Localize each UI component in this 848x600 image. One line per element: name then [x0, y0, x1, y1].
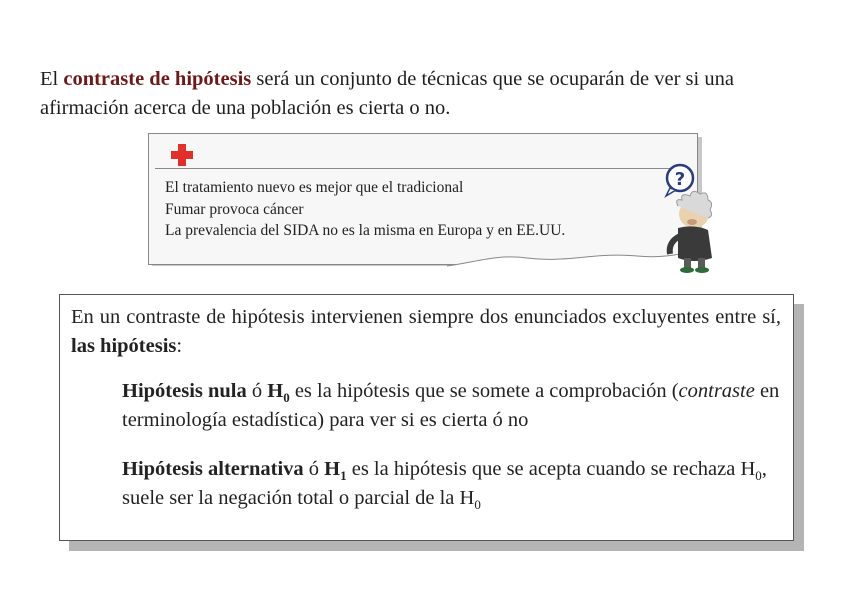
null-text-2: en terminología estadística) para ver si es cierta ó no	[122, 380, 780, 431]
hypotheses-lead	[71, 303, 781, 361]
examples-card	[148, 133, 698, 265]
intro-suffix: será un conjunto de técnicas que se ocuparán de ver si una afirmación acerca de una población es cierta o no.	[40, 67, 734, 119]
alt-sub-2: 0	[474, 497, 481, 513]
example-line: Fumar provoca cáncer	[165, 200, 304, 218]
alternative-hypothesis-definition	[122, 455, 782, 513]
example-line: El tratamiento nuevo es mejor que el tradicional	[165, 179, 464, 196]
intro-highlight: contraste de hipótesis	[63, 67, 252, 90]
torn-edge	[147, 248, 701, 272]
null-text-1: es la hipótesis que se somete a comprobación (	[289, 380, 679, 402]
intro-paragraph	[40, 65, 820, 123]
null-symbol: $H_0$	[267, 380, 290, 406]
definitions-box	[59, 294, 794, 541]
card-divider	[155, 168, 687, 169]
lead-end: :	[176, 335, 183, 357]
alt-or: ó	[303, 458, 325, 480]
alt-text-2: , suele ser la negación total o parcial de la H	[122, 458, 767, 509]
lead-text: En un contraste de hipótesis intervienen siempre dos enunciados excluyentes entre sí,	[71, 306, 781, 328]
lead-bold: las hipótesis	[71, 335, 177, 357]
intro-prefix: El	[40, 67, 64, 90]
alt-symbol: $H_1$	[324, 458, 347, 484]
alt-term: Hipótesis alternativa	[122, 458, 304, 480]
null-italic: contraste	[678, 380, 755, 402]
red-cross-icon	[169, 142, 195, 168]
null-hypothesis-definition	[122, 377, 782, 435]
alt-sub-1: 0	[755, 468, 762, 484]
examples-list	[165, 177, 565, 242]
example-line: La prevalencia del SIDA no es la misma en Europa y en EE.UU.	[165, 222, 566, 239]
svg-text:?: ?	[674, 169, 686, 190]
alt-text-1: es la hipótesis que se acepta cuando se rechaza H	[346, 458, 756, 480]
null-term: Hipótesis nula	[122, 380, 247, 402]
null-or: ó	[246, 380, 268, 402]
thinking-character-icon	[656, 160, 720, 276]
